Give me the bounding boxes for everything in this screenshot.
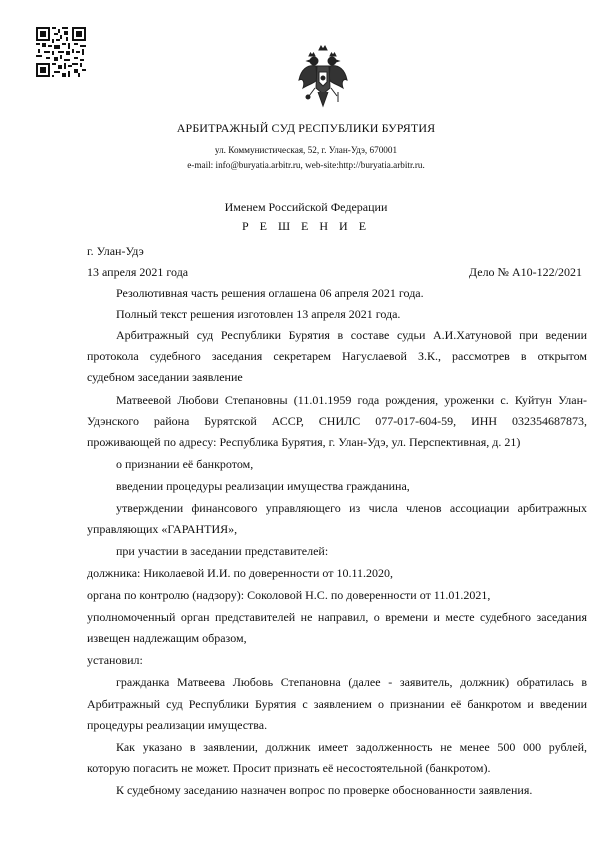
text-line: Матвеевой Любови Степановны (11.01.1959 года рождения, уроженки с. Куйтун Улан- (116, 393, 587, 407)
qr-code-icon (36, 27, 86, 77)
court-contacts: e-mail: info@buryatia.arbitr.ru, web-site:http://buryatia.arbitr.ru. (187, 160, 425, 170)
text-line-resolution: Резолютивная часть решения оглашена 06 апреля 2021 года. (116, 286, 424, 300)
text-line: гражданка Матвеева Любовь Степановна (далее - заявитель, должник) обратилась в (116, 675, 587, 689)
decision-date: 13 апреля 2021 года (87, 265, 189, 279)
text-line: проживающей по адресу: Республика Бурятия, г. Улан-Удэ, ул. Перспективная, д. 21) (87, 435, 521, 449)
text-line: Арбитражный суд Республики Бурятия в составе судьи А.И.Хатуновой при ведении (116, 328, 587, 342)
russian-coat-of-arms-icon (297, 44, 349, 110)
document-title: Р Е Ш Е Н И Е (241, 219, 371, 233)
court-name: АРБИТРАЖНЫЙ СУД РЕСПУБЛИКИ БУРЯТИЯ (176, 121, 436, 135)
text-line: протокола судебного заседания секретарем Нагуслаевой З.К., рассмотрев в открытом (87, 349, 587, 363)
text-line: судебном заседании заявление (87, 370, 243, 384)
name-of-federation: Именем Российской Федерации (224, 200, 388, 214)
text-line: управляющих «ГАРАНТИЯ», (87, 522, 238, 536)
text-line: установил: (87, 653, 143, 667)
text-line: уполномоченный орган представителей не направил, о времени и месте судебного заседания (87, 610, 587, 624)
text-line: Арбитражный суд Республики Бурятия с заявлением о признании её банкротом и введении (87, 697, 587, 711)
city: г. Улан-Удэ (87, 244, 144, 258)
text-line: при участии в заседании представителей: (116, 544, 329, 558)
text-line: утверждении финансового управляющего из числа членов ассоциации арбитражных (116, 501, 587, 515)
case-number: Дело № А10-122/2021 (468, 265, 582, 279)
text-line: должника: Николаевой И.И. по доверенности от 10.11.2020, (87, 566, 394, 580)
text-line: К судебному заседанию назначен вопрос по проверке обоснованности заявления. (116, 783, 533, 797)
text-line: процедуры реализации имущества. (87, 718, 268, 732)
court-address: ул. Коммунистическая, 52, г. Улан-Удэ, 670001 (214, 145, 398, 155)
text-line: извещен надлежащим образом, (87, 631, 247, 645)
text-line-fulltext: Полный текст решения изготовлен 13 апреля 2021 года. (116, 307, 401, 321)
text-line: введении процедуры реализации имущества гражданина, (116, 479, 410, 493)
text-line: Удэнского района Бурятской АССР, СНИЛС 077-017-604-59, ИНН 032354687873, (87, 414, 587, 428)
text-line: Как указано в заявлении, должник имеет задолженность не менее 500 000 рублей, (116, 740, 587, 754)
text-line: которую погасить не может. Просит признать её несостоятельной (банкротом). (87, 761, 491, 775)
text-line: органа по контролю (надзору): Соколовой Н.С. по доверенности от 11.01.2021, (87, 588, 491, 602)
text-line: о признании её банкротом, (116, 457, 254, 471)
